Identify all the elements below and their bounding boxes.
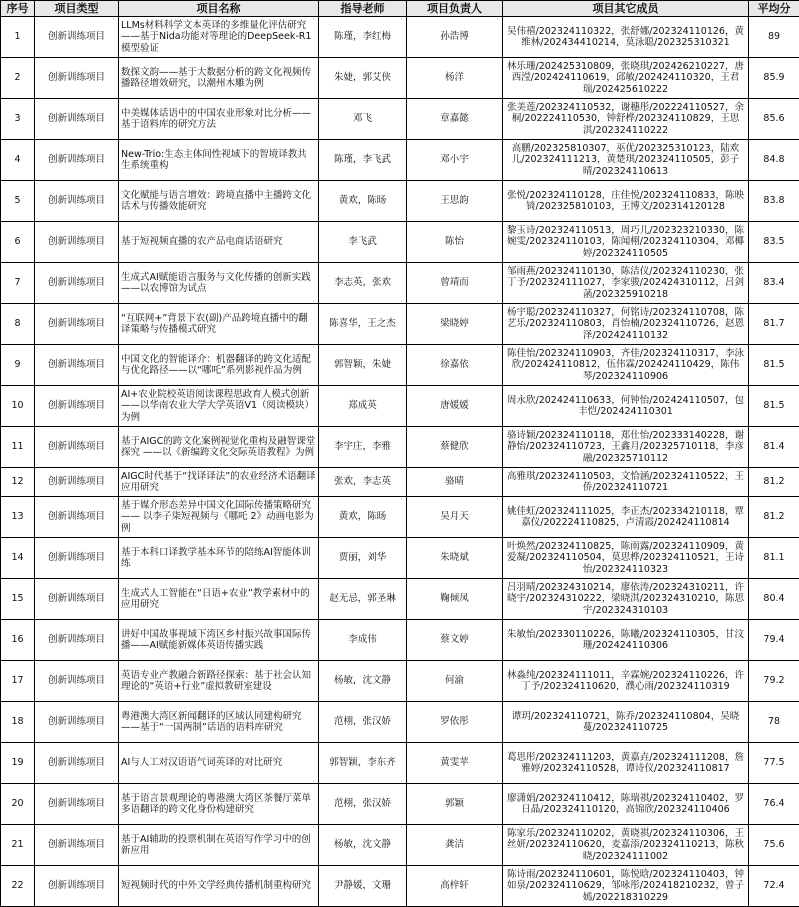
table-row <box>1 538 799 579</box>
row-score: 83.4 <box>749 263 799 304</box>
row-members: 张美莲/202324110532，谢穗彤/202224110527，余桐/202224110530，钟舒桦/202324110829，王思淇/202324110222 <box>503 99 749 140</box>
row-advisor: 朱婕，郭艾侠 <box>319 58 407 99</box>
row-score: 81.2 <box>749 468 799 497</box>
table-row <box>1 661 799 702</box>
row-score: 81.5 <box>749 345 799 386</box>
table-row <box>1 866 799 907</box>
row-leader: 蔡健欣 <box>407 427 503 468</box>
row-members: 吴伟禧/202324110322，张舒娜/202324110126，黄维林/202434410214，莫泳聪/202325310321 <box>503 17 749 58</box>
row-project-name: 基于媒介形态差异中国文化国际传播策略研究 —— 以李子柒短视频与《哪吒 2》动画电影为例 <box>119 497 319 538</box>
col-header-type: 项目类型 <box>35 1 119 17</box>
row-leader: 梁晓婷 <box>407 304 503 345</box>
table-row <box>1 345 799 386</box>
row-no: 20 <box>1 784 35 825</box>
row-no: 15 <box>1 579 35 620</box>
row-project-name: 生成式人工智能在“日语+农业”教学素材中的应用研究 <box>119 579 319 620</box>
row-no: 21 <box>1 825 35 866</box>
row-leader: 龚洁 <box>407 825 503 866</box>
table-row <box>1 468 799 497</box>
row-project-name: 短视频时代的中外文学经典传播机制重构研究 <box>119 866 319 907</box>
row-project-name: New-Trio:生态主体间性视域下的智境译教共生系统重构 <box>119 140 319 181</box>
row-advisor: 陈喜华，王之杰 <box>319 304 407 345</box>
row-score: 79.4 <box>749 620 799 661</box>
row-members: 叶焕然/202324110825，陈雨露/202324110909，黄爱凝/202324110504，莫思桦/202324110521，王诗怡/202324110323 <box>503 538 749 579</box>
row-score: 89 <box>749 17 799 58</box>
row-advisor: 郭智颖，李东齐 <box>319 743 407 784</box>
row-no: 13 <box>1 497 35 538</box>
row-members: 邹雨燕/202324110130，陈洁仪/202324110230，张丁予/202324111027，李家骏/202424310112，吕剑菡/202325910218 <box>503 263 749 304</box>
row-members: 张悦/202324110128，庄佳悦/202324110833，陈映锜/202325810103，王博文/202314120128 <box>503 181 749 222</box>
row-leader: 吴月天 <box>407 497 503 538</box>
table-row <box>1 181 799 222</box>
row-score: 72.4 <box>749 866 799 907</box>
row-advisor: 黄欢，陈旸 <box>319 181 407 222</box>
col-header-score: 平均分 <box>749 1 799 17</box>
table-row <box>1 497 799 538</box>
row-project-name: 基于短视频直播的农产品电商话语研究 <box>119 222 319 263</box>
row-project-name: 讲好中国故事视域下湾区乡村振兴故事国际传播——AI赋能新媒体英语传播实践 <box>119 620 319 661</box>
row-advisor: 范栩，张汉娇 <box>319 702 407 743</box>
row-members: 廖潇娟/202324110412，陈瑞祺/202324110402，罗日晶/202324110120，高锦欣/202324110406 <box>503 784 749 825</box>
row-type: 创新训练项目 <box>35 538 119 579</box>
row-advisor: 李成伟 <box>319 620 407 661</box>
row-type: 创新训练项目 <box>35 181 119 222</box>
table-row <box>1 58 799 99</box>
row-type: 创新训练项目 <box>35 263 119 304</box>
row-leader: 蔡文婷 <box>407 620 503 661</box>
row-no: 17 <box>1 661 35 702</box>
row-project-name: 生成式AI赋能语言服务与文化传播的创新实践——以农博馆为试点 <box>119 263 319 304</box>
row-members: 黎玉诗/202324110513，周巧儿/202323210330，陈婉雯/202324110103，陈闻栩/202324110304，邓椰婷/202324110505 <box>503 222 749 263</box>
col-header-no: 序号 <box>1 1 35 17</box>
table-row <box>1 263 799 304</box>
row-advisor: 陈瑾，李飞武 <box>319 140 407 181</box>
row-leader: 孙浩博 <box>407 17 503 58</box>
header-row <box>1 1 799 17</box>
row-leader: 罗依彤 <box>407 702 503 743</box>
row-project-name: 粤港澳大湾区新闻翻译的区域认同建构研究——基于“一国两制”话语的语料库研究 <box>119 702 319 743</box>
row-project-name: AI与人工对汉语语气词英译的对比研究 <box>119 743 319 784</box>
row-project-name: 基于AI辅助的投票机制在英语写作学习中的创新应用 <box>119 825 319 866</box>
row-project-name: 文化赋能与语言增效：跨境直播中主播跨文化话术与传播效能研究 <box>119 181 319 222</box>
row-leader: 王思韵 <box>407 181 503 222</box>
row-advisor: 陈瑾，李红梅 <box>319 17 407 58</box>
row-advisor: 范栩，张汉娇 <box>319 784 407 825</box>
row-score: 80.4 <box>749 579 799 620</box>
row-score: 79.2 <box>749 661 799 702</box>
row-project-name: 数探文韵——基于大数据分析的跨文化视频传播路径增效研究，以潮州木雕为例 <box>119 58 319 99</box>
row-leader: 唐媛媛 <box>407 386 503 427</box>
row-score: 83.8 <box>749 181 799 222</box>
row-leader: 郭颖 <box>407 784 503 825</box>
row-members: 谭玥/202324110721，陈乔/202324110804，吴晓蔓/202324110725 <box>503 702 749 743</box>
row-advisor: 郑成英 <box>319 386 407 427</box>
row-no: 4 <box>1 140 35 181</box>
row-advisor: 李飞武 <box>319 222 407 263</box>
row-advisor: 赵无忌，郭圣琳 <box>319 579 407 620</box>
row-leader: 鞠倾凤 <box>407 579 503 620</box>
row-leader: 高梓轩 <box>407 866 503 907</box>
row-advisor: 邓飞 <box>319 99 407 140</box>
col-header-advisor: 指导老师 <box>319 1 407 17</box>
row-no: 10 <box>1 386 35 427</box>
row-score: 83.5 <box>749 222 799 263</box>
row-no: 19 <box>1 743 35 784</box>
row-score: 81.2 <box>749 497 799 538</box>
row-advisor: 郭智颖，朱婕 <box>319 345 407 386</box>
row-advisor: 李宇庄，李雅 <box>319 427 407 468</box>
row-type: 创新训练项目 <box>35 866 119 907</box>
row-no: 8 <box>1 304 35 345</box>
row-advisor: 张欢，李志英 <box>319 468 407 497</box>
row-members: 葛思彤/202324111203，黄嘉垚/202324111208，詹雅婷/202324110528，谭诗仪/202324110817 <box>503 743 749 784</box>
row-no: 6 <box>1 222 35 263</box>
row-score: 81.1 <box>749 538 799 579</box>
row-score: 85.6 <box>749 99 799 140</box>
row-advisor: 杨敏，沈文静 <box>319 825 407 866</box>
row-score: 76.4 <box>749 784 799 825</box>
row-members: 林淼纯/202324111011，辛霖婉/202324110226，许丁予/202324110620，濮心雨/202324110319 <box>503 661 749 702</box>
row-type: 创新训练项目 <box>35 140 119 181</box>
row-type: 创新训练项目 <box>35 497 119 538</box>
table-row <box>1 99 799 140</box>
table-row <box>1 784 799 825</box>
row-project-name: LLMs材料科学文本英译的多维量化评估研究——基于Nida功能对等理论的DeepSeek-R1模型验证 <box>119 17 319 58</box>
row-no: 3 <box>1 99 35 140</box>
row-members: 高雅琪/202324110503，文恰涵/202324110522，王侨/202324110721 <box>503 468 749 497</box>
row-leader: 章嘉懿 <box>407 99 503 140</box>
row-members: 吕羽晴/202324310214，廖依涛/202324310211，许晓宇/202324310222，梁晓淇/202324310210，陈思宇/202324310103 <box>503 579 749 620</box>
table-row <box>1 620 799 661</box>
row-no: 18 <box>1 702 35 743</box>
row-type: 创新训练项目 <box>35 825 119 866</box>
row-members: 周永欣/202424110633，何钟怡/202424110507，包丰恺/202424110301 <box>503 386 749 427</box>
row-advisor: 贾丽，刘华 <box>319 538 407 579</box>
row-project-name: AI+农业院校英语阅读课程思政育人模式创新——以华南农业大学大学英语V1（阅读模块）为例 <box>119 386 319 427</box>
row-no: 11 <box>1 427 35 468</box>
table-row <box>1 140 799 181</box>
row-members: 朱敏怡/202330110226，陈曦/202324110305，甘汶珊/202424110306 <box>503 620 749 661</box>
row-project-name: AIGC时代基于“找译译法”的农业经济术语翻译应用研究 <box>119 468 319 497</box>
row-members: 高鹏/202325810307，巫优/202325310123，陆欢儿/202324111213，黄楚琪/202324110505，彭子晴/202324110613 <box>503 140 749 181</box>
row-project-name: 基于语言景观理论的粤港澳大湾区茶餐厅菜单多语翻译的跨文化身份构建研究 <box>119 784 319 825</box>
row-advisor: 黄欢，陈旸 <box>319 497 407 538</box>
row-type: 创新训练项目 <box>35 468 119 497</box>
row-leader: 骆晴 <box>407 468 503 497</box>
table-row <box>1 304 799 345</box>
table-row <box>1 825 799 866</box>
row-advisor: 尹静媛，文珊 <box>319 866 407 907</box>
row-members: 陈诗雨/202324110601，陈悦晗/202324110403，钟如泉/202324110629，邹咏彤/202418210232，曾子嫣/202218310229 <box>503 866 749 907</box>
row-no: 7 <box>1 263 35 304</box>
row-score: 75.6 <box>749 825 799 866</box>
table-row <box>1 222 799 263</box>
row-score: 84.8 <box>749 140 799 181</box>
row-type: 创新训练项目 <box>35 304 119 345</box>
row-score: 77.5 <box>749 743 799 784</box>
row-type: 创新训练项目 <box>35 222 119 263</box>
row-type: 创新训练项目 <box>35 99 119 140</box>
row-no: 9 <box>1 345 35 386</box>
row-type: 创新训练项目 <box>35 427 119 468</box>
col-header-members: 项目其它成员 <box>503 1 749 17</box>
row-advisor: 李志英，张欢 <box>319 263 407 304</box>
row-score: 85.9 <box>749 58 799 99</box>
row-type: 创新训练项目 <box>35 743 119 784</box>
row-score: 81.4 <box>749 427 799 468</box>
row-score: 81.5 <box>749 386 799 427</box>
row-members: 杨宇聪/202324110327，何铭诗/202324110708，陈艺乐/202324110803，肖怡楠/202324110726，赵恩泽/202424110132 <box>503 304 749 345</box>
row-leader: 陈怡 <box>407 222 503 263</box>
row-no: 1 <box>1 17 35 58</box>
row-no: 22 <box>1 866 35 907</box>
row-type: 创新训练项目 <box>35 661 119 702</box>
row-leader: 何渝 <box>407 661 503 702</box>
row-members: 陈家乐/202324110202，黄晓祺/202324110306，王丝妍/202324110620，麦嘉添/202324110213，陈秋晓/202324111002 <box>503 825 749 866</box>
col-header-leader: 项目负责人 <box>407 1 503 17</box>
row-type: 创新训练项目 <box>35 784 119 825</box>
row-type: 创新训练项目 <box>35 17 119 58</box>
row-project-name: 基于AIGC的跨文化案例视觉化重构及融智课堂探究 ——以《新编跨文化交际英语教程》为例 <box>119 427 319 468</box>
row-type: 创新训练项目 <box>35 386 119 427</box>
table-row <box>1 17 799 58</box>
row-no: 16 <box>1 620 35 661</box>
row-project-name: 英语专业产教融合新路径探索：基于社会认知理论的“英语+行业”虚拟教研室建设 <box>119 661 319 702</box>
row-members: 姚佳虹/202324111025，李正杰/202334210118，覃嘉仪/202224110825，卢清霞/202424110814 <box>503 497 749 538</box>
row-leader: 朱晓斌 <box>407 538 503 579</box>
row-project-name: “互联网+”背景下农(副)产品跨境直播中的翻译策略与传播模式研究 <box>119 304 319 345</box>
row-members: 骆诗颖/202324110118，郑仕怡/202333140228，谢静怡/202324110723，王鑫月/202325710118，李彦融/202325710112 <box>503 427 749 468</box>
table-row <box>1 702 799 743</box>
row-score: 78 <box>749 702 799 743</box>
row-score: 81.7 <box>749 304 799 345</box>
row-leader: 黄雯苹 <box>407 743 503 784</box>
row-members: 林乐珊/202425310809，张晓琪/202426210227，唐西滢/202424110619，邱敏/202424110320，王君瑞/202425610222 <box>503 58 749 99</box>
row-leader: 邓小宇 <box>407 140 503 181</box>
table-row <box>1 386 799 427</box>
row-leader: 杨洋 <box>407 58 503 99</box>
row-advisor: 杨敏，沈文静 <box>319 661 407 702</box>
table-row <box>1 579 799 620</box>
row-type: 创新训练项目 <box>35 58 119 99</box>
table-row <box>1 743 799 784</box>
row-project-name: 中国文化的智能译介：机器翻译的跨文化适配与优化路径——以“哪吒”系列影视作品为例 <box>119 345 319 386</box>
row-type: 创新训练项目 <box>35 620 119 661</box>
row-project-name: 基于本科口译教学基本环节的陪练AI智能体训练 <box>119 538 319 579</box>
row-project-name: 中美媒体话语中的中国农业形象对比分析——基于语料库的研究方法 <box>119 99 319 140</box>
row-type: 创新训练项目 <box>35 345 119 386</box>
row-no: 2 <box>1 58 35 99</box>
row-type: 创新训练项目 <box>35 579 119 620</box>
row-leader: 曾靖而 <box>407 263 503 304</box>
row-no: 14 <box>1 538 35 579</box>
table-row <box>1 427 799 468</box>
col-header-name: 项目名称 <box>119 1 319 17</box>
row-no: 12 <box>1 468 35 497</box>
row-members: 陈佳怡/202324110903，齐佳/202324110317，李泳欣/202424110812，伍伟霖/202424110429，陈伟琴/202324110906 <box>503 345 749 386</box>
row-no: 5 <box>1 181 35 222</box>
row-type: 创新训练项目 <box>35 702 119 743</box>
row-leader: 徐嘉依 <box>407 345 503 386</box>
